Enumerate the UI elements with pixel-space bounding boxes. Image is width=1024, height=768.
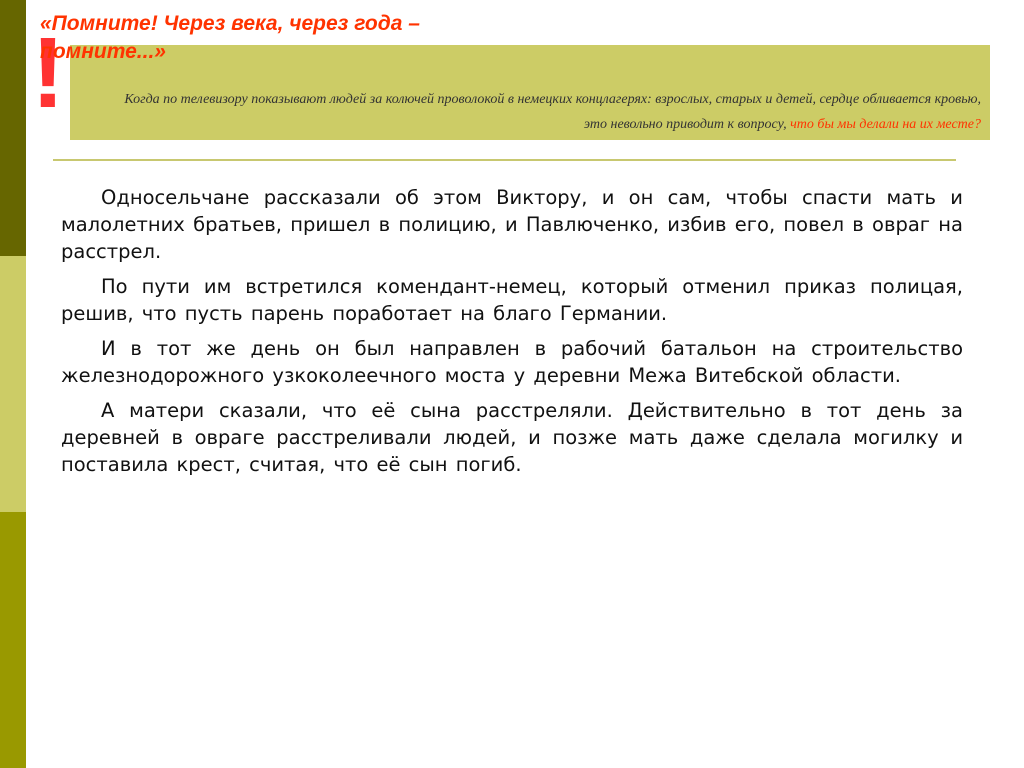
epigraph-quote: [100, 87, 981, 137]
epigraph-accent: что бы мы делали на их месте?: [790, 117, 981, 132]
sidebar-stripe-bottom: [0, 512, 26, 768]
paragraph: Односельчане рассказали об этом Виктору, и он сам, чтобы спасти мать и малолетних братьев, пришел в полицию, и Павлюченко, избив его, повел в овраг на расстрел.: [61, 186, 963, 263]
slide-title: «Помните! Через века, через года – помните...»: [40, 12, 420, 63]
paragraph: А матери сказали, что её сына расстреляли. Действительно в тот день за деревней в овраге расстреливали людей, и позже мать даже сделала могилку и поставила крест, считая, что её сын погиб.: [61, 399, 963, 476]
paragraph: По пути им встретился комендант-немец, который отменил приказ полицая, решив, что пусть парень поработает на благо Германии.: [61, 275, 963, 325]
divider-line: [53, 159, 956, 161]
sidebar-stripe-middle: [0, 256, 26, 512]
body-text: [61, 184, 963, 486]
paragraph: И в тот же день он был направлен в рабочий батальон на строительство железнодорожного узкоколеечного моста у деревни Межа Витебской области.: [61, 337, 963, 387]
exclamation-mark: !: [31, 17, 65, 129]
sidebar-stripe-top: [0, 0, 26, 256]
epigraph-text: Когда по телевизору показывают людей за колючей проволокой в немецких концлагерях: взрослых, старых и детей, сердце обливается кровью, это невольно приводит к вопросу,: [124, 92, 981, 132]
